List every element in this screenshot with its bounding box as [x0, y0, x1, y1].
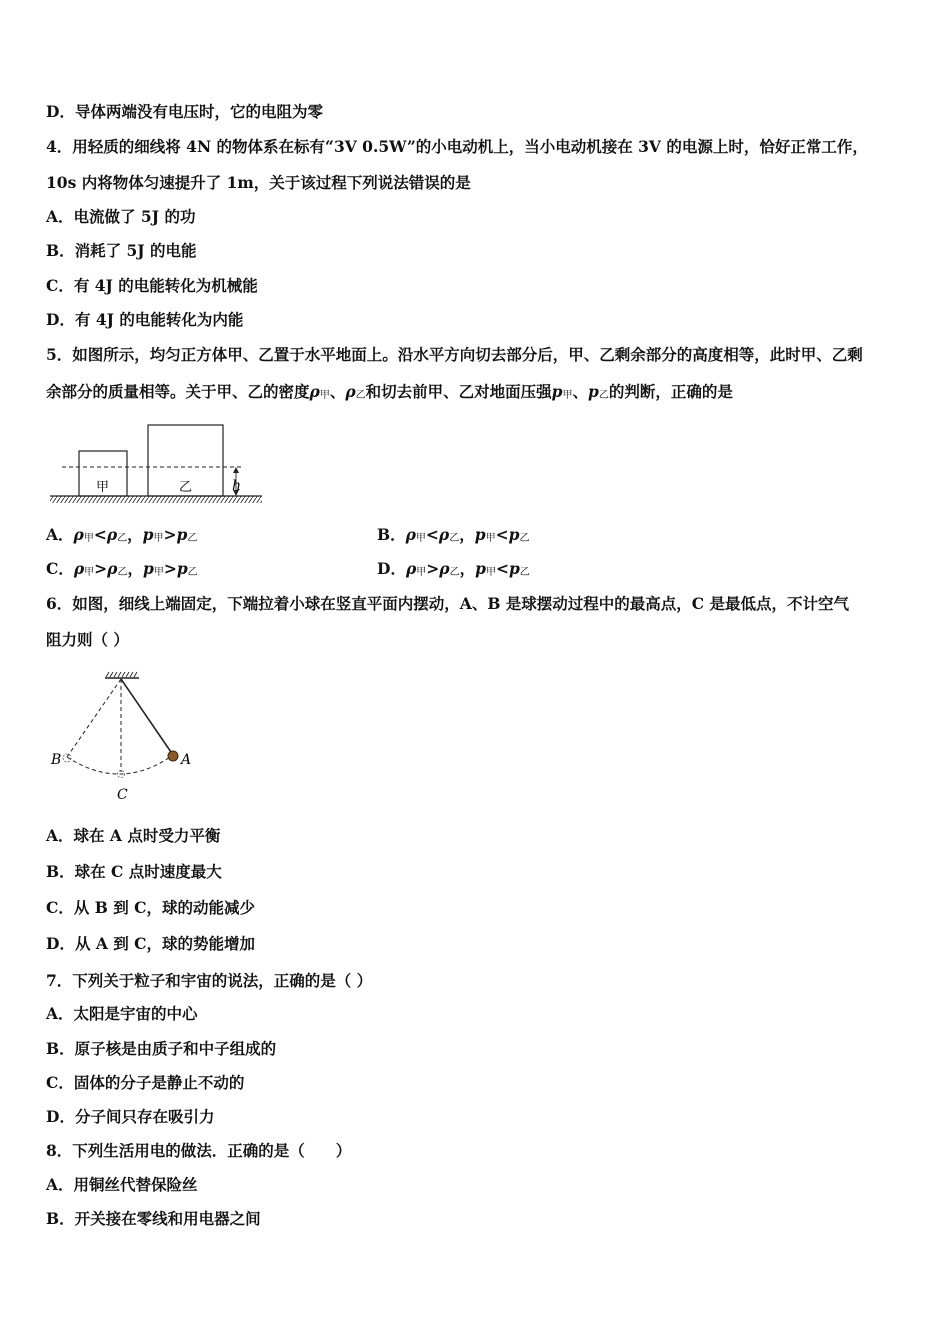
q4-option-c: C．有 4J 的电能转化为机械能: [46, 276, 258, 295]
q5-stem-line2: 余部分的质量相等。关于甲、乙的密度ρ甲、ρ乙和切去前甲、乙对地面压强p甲、p乙的判断，正确的是: [46, 382, 733, 401]
q8-option-b: B．开关接在零线和用电器之间: [46, 1209, 261, 1228]
q5-option-c: C．ρ甲>ρ乙，p甲>p乙: [46, 559, 198, 578]
swing-arc: [67, 755, 173, 774]
q7-stem: 7．下列关于粒子和宇宙的说法，正确的是（ ）: [46, 971, 373, 990]
label-c: C: [117, 787, 128, 803]
label-yi: 乙: [179, 480, 193, 495]
q6-option-d: D．从 A 到 C，球的势能增加: [46, 934, 255, 953]
q5-stem-line1: 5．如图所示，均匀正方体甲、乙置于水平地面上。沿水平方向切去部分后，甲、乙剩余部分的高度相等，此时甲、乙剩: [46, 345, 863, 364]
label-h: h: [232, 478, 242, 494]
q6-option-b: B．球在 C 点时速度最大: [46, 862, 222, 881]
q5-option-a: A．ρ甲<ρ乙，p甲>p乙: [46, 525, 198, 544]
string-to-a: [121, 679, 173, 755]
ball-a: [168, 751, 178, 761]
q7-option-d: D．分子间只存在吸引力: [46, 1107, 215, 1126]
q5-figure-cubes: [48, 420, 268, 510]
q4-option-b: B．消耗了 5J 的电能: [46, 241, 197, 260]
ceiling-hatch: [106, 672, 137, 677]
label-a: A: [181, 752, 192, 768]
q6-figure-pendulum: [45, 668, 205, 808]
q8-stem: 8．下列生活用电的做法．正确的是（ ）: [46, 1141, 352, 1160]
q6-option-a: A．球在 A 点时受力平衡: [46, 826, 221, 845]
label-b: B: [51, 752, 62, 768]
q4-stem-line2: 10s 内将物体匀速提升了 1m，关于该过程下列说法错误的是: [46, 173, 471, 192]
q8-option-a: A．用铜丝代替保险丝: [46, 1175, 198, 1194]
q5-option-b: B．ρ甲<ρ乙，p甲<p乙: [377, 525, 530, 544]
ground-hatch: [50, 496, 262, 503]
q3-option-d: D．导体两端没有电压时，它的电阻为零: [46, 102, 323, 121]
q4-stem-line1: 4．用轻质的细线将 4N 的物体系在标有“3V 0.5W”的小电动机上，当小电动机接在 3V 的电源上时，恰好正常工作，: [46, 137, 868, 156]
q7-option-c: C．固体的分子是静止不动的: [46, 1073, 245, 1092]
q4-option-d: D．有 4J 的电能转化为内能: [46, 310, 244, 329]
q5-option-d: D．ρ甲>ρ乙，p甲<p乙: [377, 559, 530, 578]
arrow-head-up: [233, 467, 239, 473]
q6-stem-line2: 阻力则（ ）: [46, 630, 129, 649]
string-to-b: [67, 679, 121, 757]
q7-option-b: B．原子核是由质子和中子组成的: [46, 1039, 277, 1058]
label-jia: 甲: [96, 480, 110, 495]
q7-option-a: A．太阳是宇宙的中心: [46, 1004, 198, 1023]
q4-option-a: A．电流做了 5J 的功: [46, 207, 196, 226]
q6-option-c: C．从 B 到 C，球的动能减少: [46, 898, 255, 917]
q6-stem-line1: 6．如图，细线上端固定，下端拉着小球在竖直平面内摆动，A、B 是球摆动过程中的最高点，C 是最低点，不计空气: [46, 594, 850, 613]
ball-b-ghost: [63, 754, 71, 762]
